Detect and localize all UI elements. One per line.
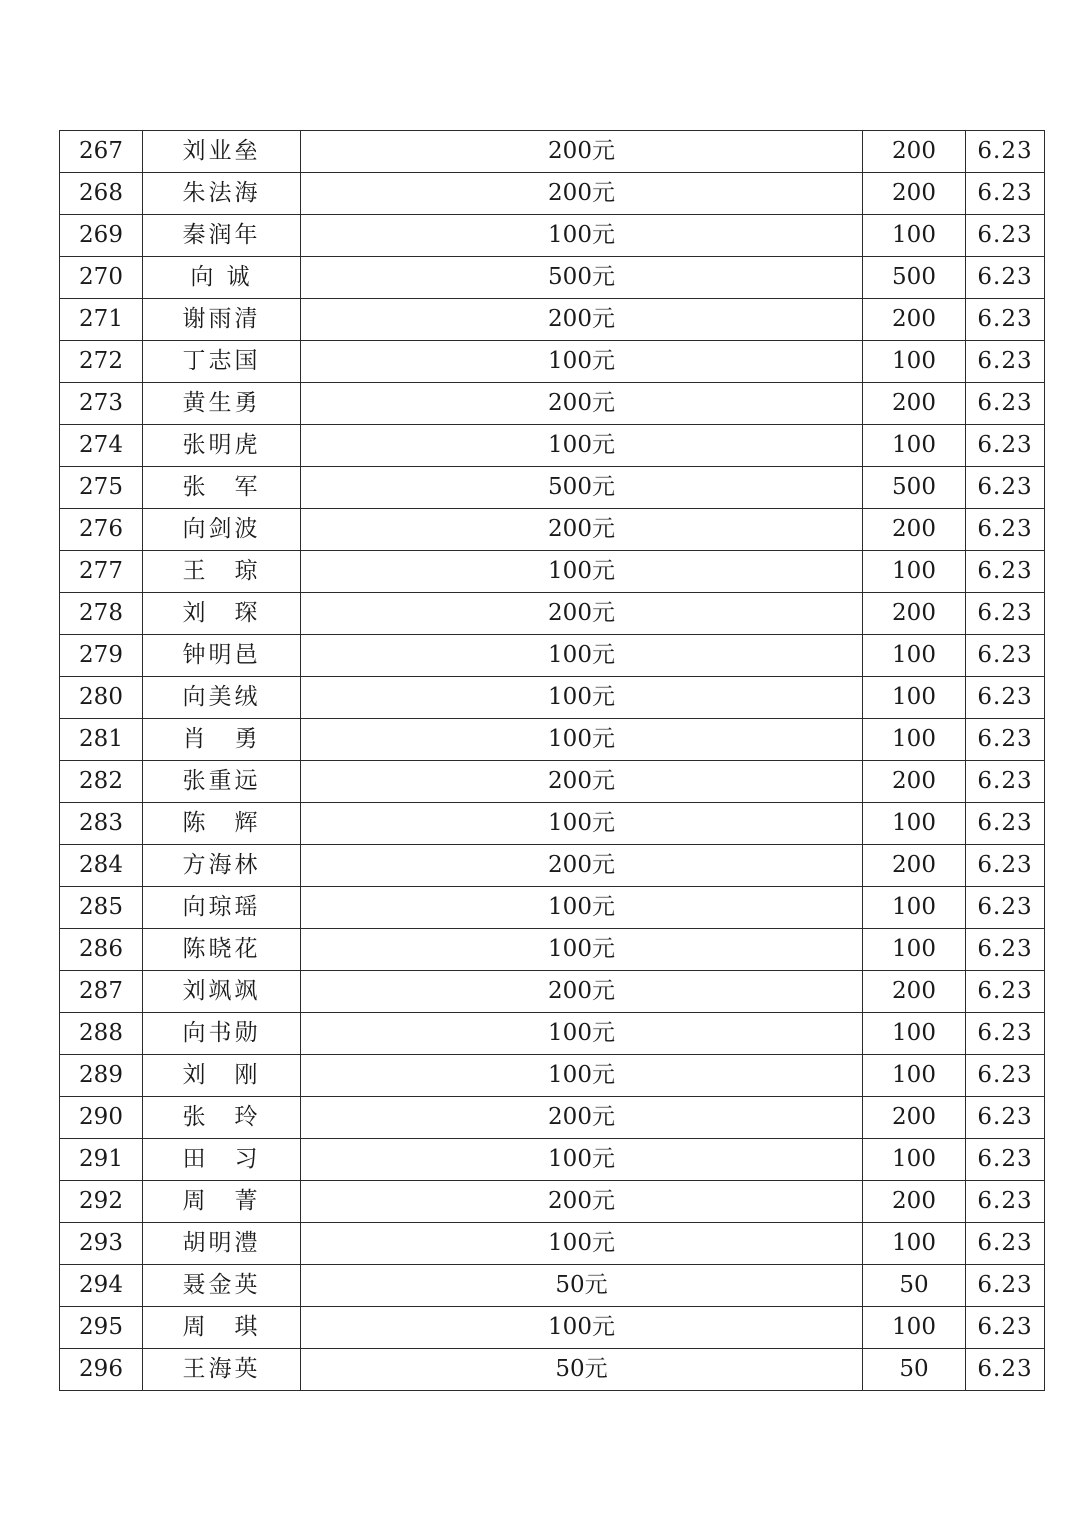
amount-value-cell: 200 [863,971,966,1013]
donor-name-cell: 肖 勇 [143,719,301,761]
donor-name-cell: 张 玲 [143,1097,301,1139]
amount-value-cell: 200 [863,1097,966,1139]
row-number-cell: 270 [60,257,143,299]
amount-value-cell: 50 [863,1265,966,1307]
table-row [60,299,1045,341]
amount-value-cell: 100 [863,677,966,719]
amount-value-cell: 500 [863,257,966,299]
table-row [60,1013,1045,1055]
date-cell: 6.23 [966,761,1045,803]
donor-name-cell: 刘业垒 [143,131,301,173]
donation-amount-cell: 100元 [301,719,863,761]
row-number-cell: 277 [60,551,143,593]
row-number-cell: 273 [60,383,143,425]
date-cell: 6.23 [966,845,1045,887]
amount-value-cell: 100 [863,929,966,971]
donation-amount-cell: 200元 [301,971,863,1013]
table-row [60,341,1045,383]
donation-amount-cell: 100元 [301,1139,863,1181]
table-row [60,845,1045,887]
date-cell: 6.23 [966,1097,1045,1139]
donor-name-cell: 向美绒 [143,677,301,719]
row-number-cell: 289 [60,1055,143,1097]
donor-name-cell: 张明虎 [143,425,301,467]
table-row [60,887,1045,929]
donor-name-cell: 黄生勇 [143,383,301,425]
donation-amount-cell: 100元 [301,551,863,593]
row-number-cell: 296 [60,1349,143,1391]
donation-amount-cell: 200元 [301,1097,863,1139]
donor-name-cell: 向琼瑶 [143,887,301,929]
amount-value-cell: 100 [863,1307,966,1349]
table-row [60,1097,1045,1139]
date-cell: 6.23 [966,173,1045,215]
amount-value-cell: 100 [863,803,966,845]
amount-value-cell: 100 [863,215,966,257]
table-row [60,803,1045,845]
donation-table [59,130,1045,1391]
amount-value-cell: 200 [863,1181,966,1223]
row-number-cell: 283 [60,803,143,845]
donor-name-cell: 钟明邑 [143,635,301,677]
row-number-cell: 285 [60,887,143,929]
table-row [60,173,1045,215]
table-row [60,635,1045,677]
date-cell: 6.23 [966,1013,1045,1055]
row-number-cell: 291 [60,1139,143,1181]
date-cell: 6.23 [966,299,1045,341]
table-row [60,1223,1045,1265]
amount-value-cell: 200 [863,593,966,635]
date-cell: 6.23 [966,593,1045,635]
table-row [60,593,1045,635]
amount-value-cell: 100 [863,425,966,467]
donor-name-cell: 王 琼 [143,551,301,593]
table-row [60,1139,1045,1181]
amount-value-cell: 100 [863,1139,966,1181]
amount-value-cell: 100 [863,1055,966,1097]
donation-amount-cell: 200元 [301,173,863,215]
donor-name-cell: 向书勋 [143,1013,301,1055]
date-cell: 6.23 [966,425,1045,467]
row-number-cell: 281 [60,719,143,761]
amount-value-cell: 50 [863,1349,966,1391]
table-row [60,761,1045,803]
date-cell: 6.23 [966,1265,1045,1307]
donation-amount-cell: 200元 [301,1181,863,1223]
row-number-cell: 268 [60,173,143,215]
row-number-cell: 284 [60,845,143,887]
row-number-cell: 272 [60,341,143,383]
donation-amount-cell: 100元 [301,929,863,971]
amount-value-cell: 200 [863,845,966,887]
donation-amount-cell: 100元 [301,887,863,929]
donor-name-cell: 聂金英 [143,1265,301,1307]
donation-amount-cell: 100元 [301,215,863,257]
amount-value-cell: 100 [863,887,966,929]
donor-name-cell: 朱法海 [143,173,301,215]
donation-amount-cell: 100元 [301,341,863,383]
donor-name-cell: 周 琪 [143,1307,301,1349]
date-cell: 6.23 [966,551,1045,593]
donor-name-cell: 陈晓花 [143,929,301,971]
row-number-cell: 278 [60,593,143,635]
amount-value-cell: 100 [863,341,966,383]
date-cell: 6.23 [966,1181,1045,1223]
donor-name-cell: 刘飒飒 [143,971,301,1013]
table-row [60,1055,1045,1097]
donation-table-body [60,131,1045,1391]
row-number-cell: 295 [60,1307,143,1349]
row-number-cell: 286 [60,929,143,971]
row-number-cell: 293 [60,1223,143,1265]
table-row [60,971,1045,1013]
row-number-cell: 282 [60,761,143,803]
date-cell: 6.23 [966,887,1045,929]
table-row [60,551,1045,593]
row-number-cell: 275 [60,467,143,509]
date-cell: 6.23 [966,677,1045,719]
amount-value-cell: 100 [863,551,966,593]
donation-amount-cell: 200元 [301,845,863,887]
donation-amount-cell: 100元 [301,1223,863,1265]
amount-value-cell: 200 [863,509,966,551]
row-number-cell: 288 [60,1013,143,1055]
row-number-cell: 271 [60,299,143,341]
donor-name-cell: 向 诚 [143,257,301,299]
donation-amount-cell: 100元 [301,1013,863,1055]
row-number-cell: 290 [60,1097,143,1139]
amount-value-cell: 100 [863,1013,966,1055]
amount-value-cell: 200 [863,131,966,173]
row-number-cell: 287 [60,971,143,1013]
date-cell: 6.23 [966,131,1045,173]
row-number-cell: 294 [60,1265,143,1307]
table-row [60,929,1045,971]
row-number-cell: 280 [60,677,143,719]
donation-amount-cell: 50元 [301,1349,863,1391]
amount-value-cell: 200 [863,299,966,341]
donation-amount-cell: 50元 [301,1265,863,1307]
donor-name-cell: 周 菁 [143,1181,301,1223]
donation-amount-cell: 100元 [301,425,863,467]
donor-name-cell: 方海林 [143,845,301,887]
donation-amount-cell: 100元 [301,635,863,677]
donation-amount-cell: 100元 [301,1055,863,1097]
date-cell: 6.23 [966,1139,1045,1181]
date-cell: 6.23 [966,341,1045,383]
date-cell: 6.23 [966,1223,1045,1265]
row-number-cell: 276 [60,509,143,551]
donation-amount-cell: 100元 [301,1307,863,1349]
table-row [60,509,1045,551]
amount-value-cell: 100 [863,1223,966,1265]
date-cell: 6.23 [966,1307,1045,1349]
table-row [60,257,1045,299]
amount-value-cell: 500 [863,467,966,509]
donation-amount-cell: 200元 [301,383,863,425]
date-cell: 6.23 [966,635,1045,677]
row-number-cell: 269 [60,215,143,257]
donation-amount-cell: 200元 [301,761,863,803]
amount-value-cell: 100 [863,635,966,677]
date-cell: 6.23 [966,803,1045,845]
row-number-cell: 279 [60,635,143,677]
date-cell: 6.23 [966,971,1045,1013]
donation-amount-cell: 100元 [301,803,863,845]
donor-name-cell: 丁志国 [143,341,301,383]
table-row [60,383,1045,425]
amount-value-cell: 200 [863,173,966,215]
date-cell: 6.23 [966,719,1045,761]
donor-name-cell: 张重远 [143,761,301,803]
table-row [60,719,1045,761]
table-row [60,1349,1045,1391]
date-cell: 6.23 [966,383,1045,425]
donation-amount-cell: 200元 [301,131,863,173]
table-row [60,1181,1045,1223]
donor-name-cell: 秦润年 [143,215,301,257]
row-number-cell: 267 [60,131,143,173]
row-number-cell: 274 [60,425,143,467]
donor-name-cell: 谢雨清 [143,299,301,341]
donor-name-cell: 刘 刚 [143,1055,301,1097]
table-row [60,131,1045,173]
table-row [60,425,1045,467]
donor-name-cell: 陈 辉 [143,803,301,845]
donation-amount-cell: 200元 [301,593,863,635]
date-cell: 6.23 [966,257,1045,299]
donor-name-cell: 张 军 [143,467,301,509]
table-row [60,1265,1045,1307]
donor-name-cell: 胡明澧 [143,1223,301,1265]
donor-name-cell: 田 习 [143,1139,301,1181]
donation-amount-cell: 500元 [301,257,863,299]
amount-value-cell: 200 [863,761,966,803]
date-cell: 6.23 [966,467,1045,509]
donation-amount-cell: 200元 [301,299,863,341]
amount-value-cell: 100 [863,719,966,761]
row-number-cell: 292 [60,1181,143,1223]
date-cell: 6.23 [966,1055,1045,1097]
date-cell: 6.23 [966,929,1045,971]
donor-name-cell: 王海英 [143,1349,301,1391]
donation-amount-cell: 200元 [301,509,863,551]
date-cell: 6.23 [966,509,1045,551]
date-cell: 6.23 [966,215,1045,257]
donation-amount-cell: 500元 [301,467,863,509]
table-row [60,215,1045,257]
table-row [60,677,1045,719]
table-row [60,1307,1045,1349]
donor-name-cell: 刘 琛 [143,593,301,635]
amount-value-cell: 200 [863,383,966,425]
donation-amount-cell: 100元 [301,677,863,719]
donor-name-cell: 向剑波 [143,509,301,551]
table-row [60,467,1045,509]
date-cell: 6.23 [966,1349,1045,1391]
